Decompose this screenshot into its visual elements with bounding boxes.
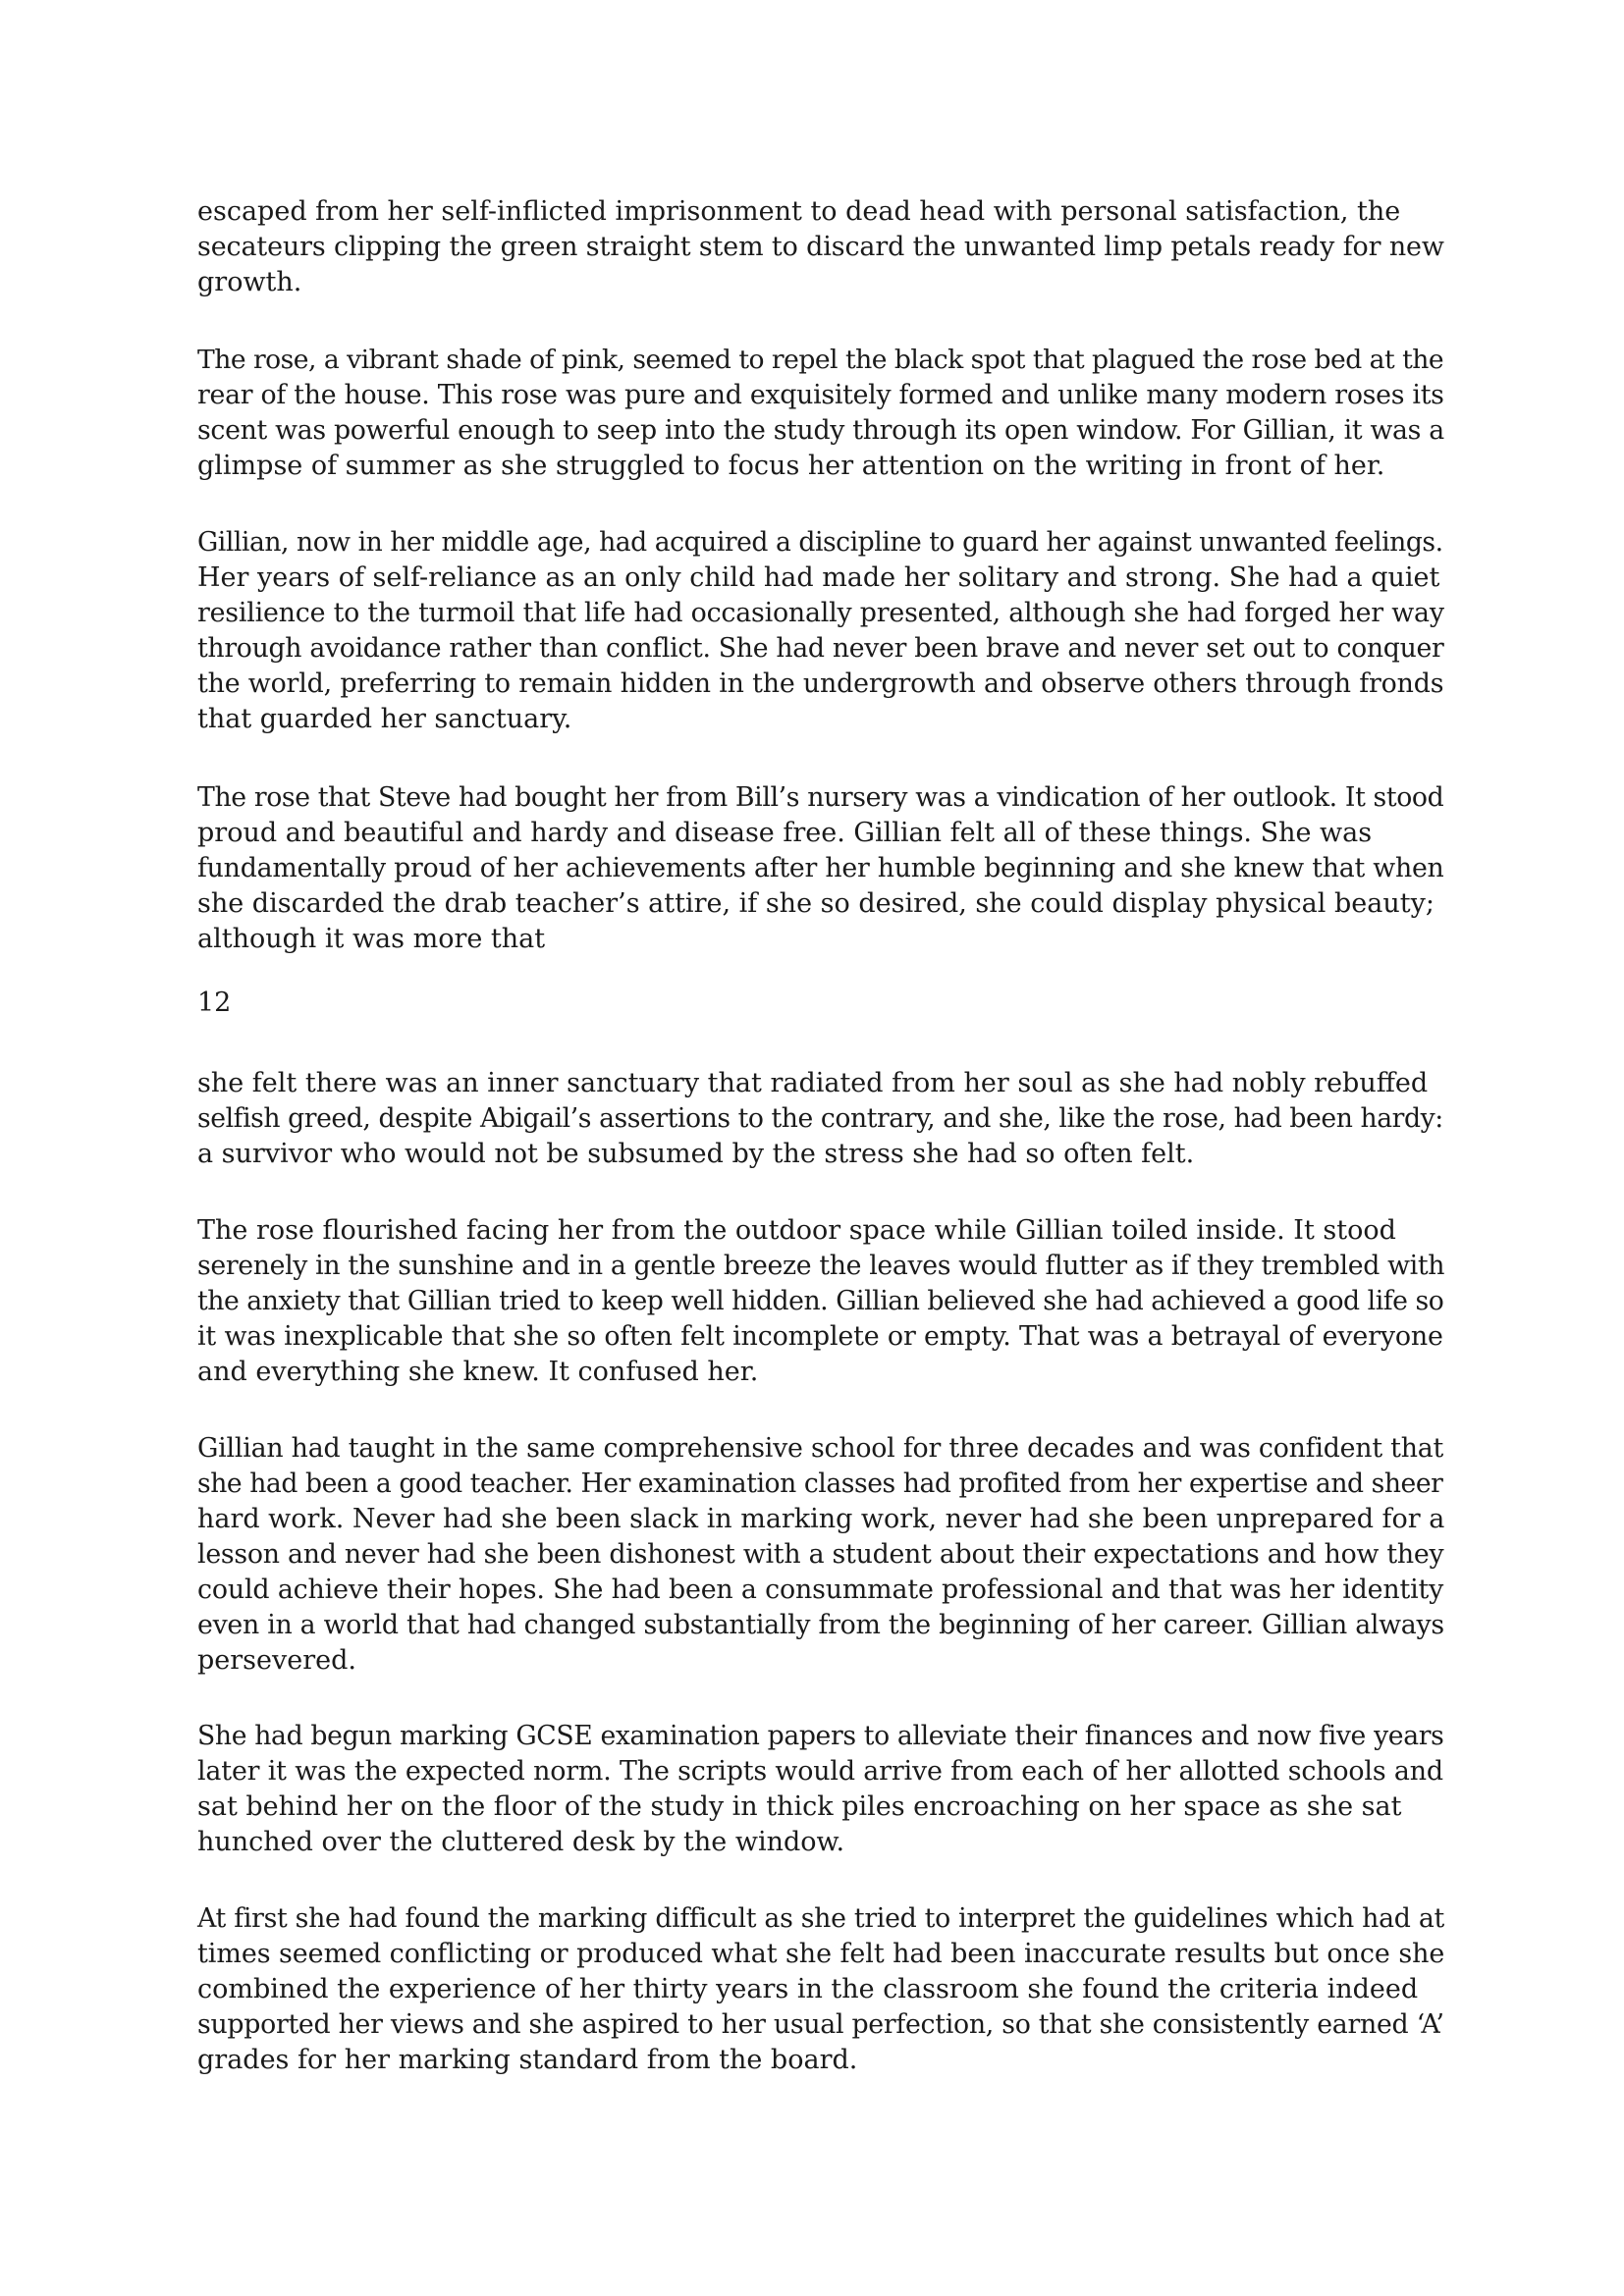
paragraph <box>197 194 1444 300</box>
text-line: even in a world that had changed substantially from the beginning of her career. Gillian always <box>197 1610 1444 1640</box>
text-section-after-break <box>197 1719 1444 1860</box>
text-line: glimpse of summer as she struggled to focus her attention on the writing in front of her. <box>197 451 1385 481</box>
text-line: she had been a good teacher. Her examination classes had profited from her expertise and sheer <box>197 1468 1443 1499</box>
text-section-after-break <box>197 1066 1444 1172</box>
text-line: proud and beautiful and hardy and disease free. Gillian felt all of these things. She was <box>197 818 1373 848</box>
text-section-before-break <box>197 194 1444 300</box>
text-line: hunched over the cluttered desk by the window. <box>197 1827 845 1857</box>
text-line: a survivor who would not be subsumed by the stress she had so often felt. <box>197 1139 1195 1169</box>
text-line: sat behind her on the floor of the study in thick piles encroaching on her space as she sat <box>197 1791 1402 1822</box>
paragraph <box>197 1901 1444 2078</box>
text-section-after-break <box>197 1213 1444 1390</box>
text-section-before-break <box>197 343 1444 484</box>
text-line: scent was powerful enough to seep into the study through its open window. For Gillian, it was a <box>197 415 1444 446</box>
text-line: she discarded the drab teacher’s attire, if she so desired, she could display physical beauty; <box>197 888 1435 919</box>
text-line: combined the experience of her thirty years in the classroom she found the criteria indeed <box>197 1974 1419 2004</box>
text-line: Gillian, now in her middle age, had acquired a discipline to guard her against unwanted feelings. <box>197 527 1443 558</box>
paragraph <box>197 1719 1444 1860</box>
text-line: Gillian had taught in the same comprehensive school for three decades and was confident that <box>197 1433 1444 1464</box>
text-line: The rose, a vibrant shade of pink, seemed to repel the black spot that plagued the rose bed at the <box>197 345 1444 375</box>
text-section-after-break <box>197 1901 1444 2078</box>
text-line: times seemed conflicting or produced what she felt had been inaccurate results but once she <box>197 1939 1445 1969</box>
text-line: secateurs clipping the green straight stem to discard the unwanted limp petals ready for new <box>197 232 1444 262</box>
text-line: The rose that Steve had bought her from Bill’s nursery was a vindication of her outlook. It stood <box>197 782 1444 813</box>
text-line: it was inexplicable that she so often felt incomplete or empty. That was a betrayal of everyone <box>197 1321 1443 1352</box>
text-line: rear of the house. This rose was pure and exquisitely formed and unlike many modern roses its <box>197 380 1444 410</box>
text-line: that guarded her sanctuary. <box>197 704 572 734</box>
text-line: could achieve their hopes. She had been a consummate professional and that was her identity <box>197 1575 1444 1605</box>
text-line: resilience to the turmoil that life had occasionally presented, although she had forged her way <box>197 598 1444 628</box>
text-line: hard work. Never had she been slack in marking work, never had she been unprepared for a <box>197 1504 1445 1534</box>
text-line: although it was more that <box>197 924 546 954</box>
text-line: fundamentally proud of her achievements after her humble beginning and she knew that when <box>197 853 1444 883</box>
paragraph <box>197 780 1444 957</box>
text-section-after-break <box>197 1431 1444 1679</box>
text-line: grades for her marking standard from the board. <box>197 2045 858 2075</box>
text-section-before-break <box>197 525 1444 737</box>
text-line: persevered. <box>197 1645 356 1676</box>
text-line: she felt there was an inner sanctuary that radiated from her soul as she had nobly rebuffed <box>197 1068 1429 1098</box>
text-section-before-break <box>197 780 1444 957</box>
text-line: Her years of self-reliance as an only child had made her solitary and strong. She had a quiet <box>197 562 1440 593</box>
text-line: through avoidance rather than conflict. She had never been brave and never set out to conquer <box>197 633 1444 664</box>
paragraph <box>197 1431 1444 1679</box>
paragraph <box>197 1066 1444 1172</box>
text-line: She had begun marking GCSE examination papers to alleviate their finances and now five years <box>197 1721 1444 1751</box>
text-line: The rose flourished facing her from the outdoor space while Gillian toiled inside. It stood <box>197 1215 1396 1246</box>
text-line: and everything she knew. It confused her. <box>197 1357 759 1387</box>
text-line: growth. <box>197 267 302 297</box>
text-line: the anxiety that Gillian tried to keep well hidden. Gillian believed she had achieved a good life so <box>197 1286 1444 1316</box>
paragraph <box>197 525 1444 737</box>
paragraph <box>197 343 1444 484</box>
text-line: lesson and never had she been dishonest with a student about their expectations and how they <box>197 1539 1444 1570</box>
text-line: supported her views and she aspired to her usual perfection, so that she consistently earned ‘A’ <box>197 2009 1444 2040</box>
text-line: selfish greed, despite Abigail’s assertions to the contrary, and she, like the rose, had been hardy: <box>197 1103 1443 1134</box>
paragraph <box>197 1213 1444 1390</box>
text-line: escaped from her self-inflicted imprisonment to dead head with personal satisfaction, the <box>197 196 1401 227</box>
text-line: serenely in the sunshine and in a gentle breeze the leaves would flutter as if they trembled with <box>197 1251 1445 1281</box>
text-line: later it was the expected norm. The scripts would arrive from each of her allotted schools and <box>197 1756 1443 1787</box>
text-line: the world, preferring to remain hidden in the undergrowth and observe others through fronds <box>197 668 1444 699</box>
page-number: 12 <box>197 988 232 1018</box>
text-line: At first she had found the marking difficult as she tried to interpret the guidelines which had at <box>197 1903 1444 1934</box>
